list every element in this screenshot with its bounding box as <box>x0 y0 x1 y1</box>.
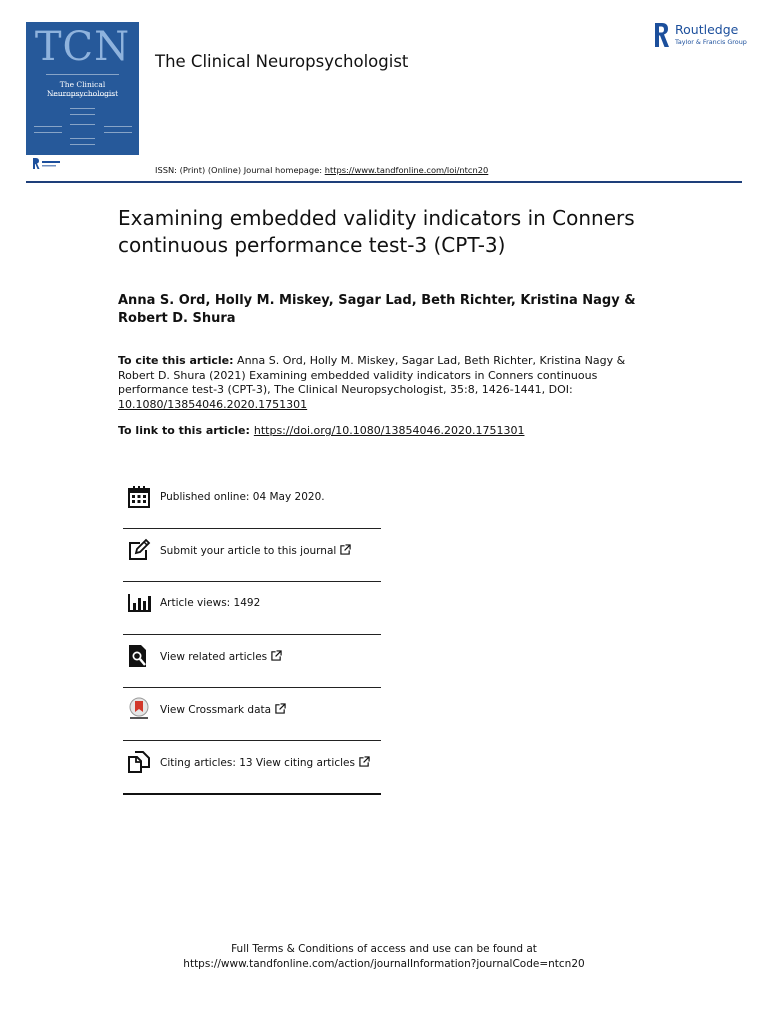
crossmark-icon <box>127 697 151 721</box>
cover-line <box>104 132 132 133</box>
cover-journal-name: The Clinical Neuropsychologist <box>46 80 119 98</box>
edit-icon <box>127 538 151 562</box>
citing-articles-row[interactable] <box>123 741 381 795</box>
cover-line <box>70 138 95 139</box>
article-doi-link[interactable]: https://doi.org/10.1080/13854046.2020.1751301 <box>253 424 525 437</box>
citation <box>118 354 628 412</box>
journal-title: The Clinical Neuropsychologist <box>155 52 409 71</box>
routledge-small-logo <box>32 157 62 171</box>
routledge-r-icon <box>654 22 670 48</box>
cite-doi-link[interactable]: 10.1080/13854046.2020.1751301 <box>118 397 308 411</box>
footer-terms-text: Full Terms & Conditions of access and use can be found at <box>231 943 537 955</box>
crossmark-row[interactable] <box>123 688 381 741</box>
related-articles-row[interactable] <box>123 635 381 688</box>
article-views-row <box>123 582 381 635</box>
cover-line <box>70 114 95 115</box>
cover-line <box>70 108 95 109</box>
footer-terms-link[interactable]: https://www.tandfonline.com/action/journalInformation?journalCode=ntcn20 <box>183 958 585 970</box>
cover-line <box>50 95 115 96</box>
submit-article-row[interactable] <box>123 529 381 582</box>
published-online-row <box>123 476 381 529</box>
article-info-list <box>123 476 381 795</box>
cover-line <box>34 132 62 133</box>
journal-homepage-link[interactable]: https://www.tandfonline.com/loi/ntcn20 <box>324 165 489 175</box>
cover-line <box>104 126 132 127</box>
publisher-logo <box>651 22 751 50</box>
info-label: Article views: 1492 <box>160 597 261 609</box>
link-label: To link to this article: <box>118 424 250 437</box>
external-link-icon <box>271 650 282 661</box>
issn-prefix: ISSN: (Print) (Online) Journal homepage: <box>155 165 323 175</box>
publisher-subtitle: Taylor & Francis Group <box>675 38 747 46</box>
article-link <box>118 424 524 437</box>
external-link-icon <box>275 703 286 714</box>
journal-cover-image <box>26 22 139 155</box>
issn-line <box>155 165 488 175</box>
article-title: Examining embedded validity indicators in Conners continuous performance test-3 (CPT-3) <box>118 206 635 257</box>
info-label: Published online: 04 May 2020. <box>160 491 325 503</box>
info-label: View related articles <box>160 650 282 663</box>
info-label: Submit your article to this journal <box>160 544 351 557</box>
search-document-icon <box>127 644 151 668</box>
publisher-name: Routledge <box>675 22 739 37</box>
info-label: Citing articles: 13 View citing articles <box>160 756 370 769</box>
cover-line <box>34 126 62 127</box>
cover-line <box>70 144 95 145</box>
bar-chart-icon <box>127 591 151 615</box>
calendar-icon <box>127 485 151 509</box>
cover-acronym: TCN <box>34 24 131 70</box>
info-label: View Crossmark data <box>160 703 286 716</box>
terms-footer <box>0 942 768 972</box>
cite-text: Anna S. Ord, Holly M. Miskey, Sagar Lad, Beth Richter, Kristina Nagy & Robert D. Shura (2021) Examining embedded validity indicators in Conners continuous performance test-3 (CPT-3), The Clinical Neuropsychologist, 35:8, 1426-1441, DOI: <box>118 354 626 397</box>
cover-line <box>70 124 95 125</box>
article-authors: Anna S. Ord, Holly M. Miskey, Sagar Lad, Beth Richter, Kristina Nagy & Robert D. Shura <box>118 293 636 326</box>
external-link-icon <box>340 544 351 555</box>
cover-line <box>46 74 119 75</box>
header-divider <box>26 181 742 183</box>
cite-label: To cite this article: <box>118 354 234 367</box>
citing-articles-icon <box>127 750 151 774</box>
external-link-icon <box>359 756 370 767</box>
